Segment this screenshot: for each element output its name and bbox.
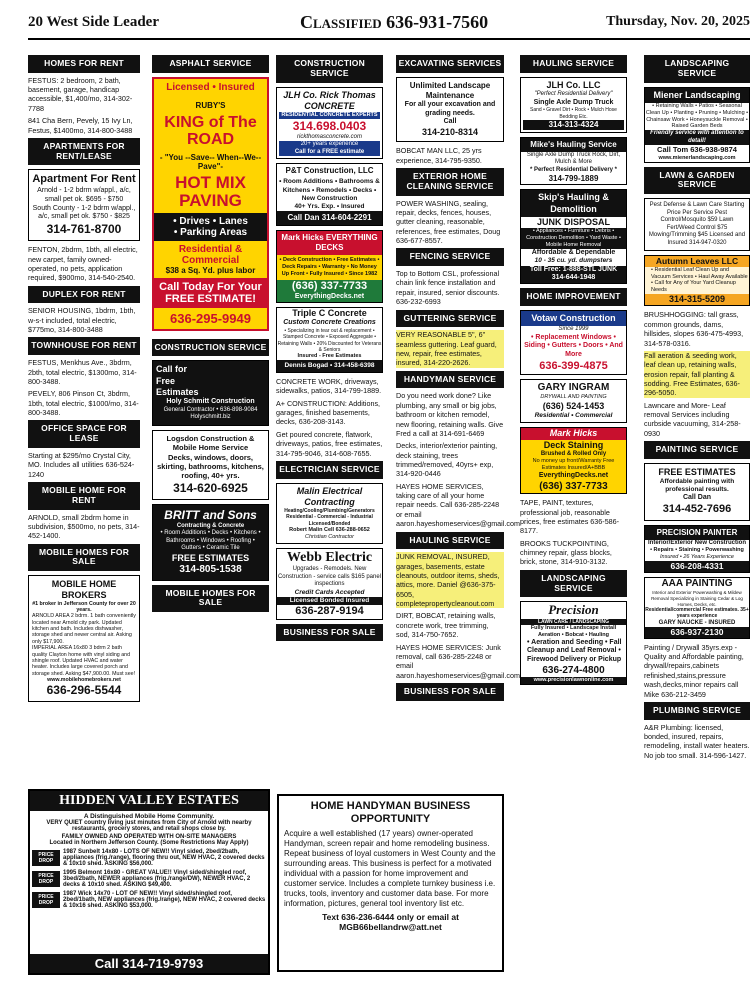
ad-precision-painter — [644, 525, 750, 573]
listing: Get poured concrete, flatwork, driveways, patios, free estimates, 314-795-9046, 314-608-7655. — [276, 429, 383, 458]
ad-title: HOME HANDYMAN BUSINESS OPPORTUNITY — [310, 800, 471, 826]
heading-office-space: OFFICE SPACE FOR LEASE — [28, 420, 140, 448]
ad-line: RESIDENTIAL CONCRETE EXPERTS — [279, 112, 380, 119]
ad-line: VERY QUIET country living just minutes from City of Arnold with nearby restaurants, grocery stores, and retail shops close by. — [46, 820, 252, 832]
ad-phone: 314-644-1948 — [521, 274, 626, 283]
listing: Do you need work done? Like plumbing, any small or big jobs, bathroom or kitchen remodel, new flooring, retaining walls. Give Fred a call at 314-691-6469 — [396, 391, 504, 438]
ad-title: AAA PAINTING — [661, 577, 733, 589]
ad-line: Friendly service with attention to detail! — [645, 130, 749, 145]
ad-line: 20+ years experience — [279, 141, 380, 149]
ad-line: • Room Additions • Bathrooms & Kitchens • Remodels • Decks • New Construction — [279, 178, 380, 202]
ad-line: Licensed • Insured — [166, 81, 255, 93]
ad-title: Malin Electrical Contracting — [296, 485, 363, 507]
heading-plumbing: PLUMBING SERVICE — [644, 702, 750, 720]
header-rule — [28, 38, 750, 40]
ad-phone: 636-208-4331 — [645, 561, 749, 572]
ad-web: EverythingDecks.net — [538, 472, 609, 480]
ad-line: Call Today For Your FREE ESTIMATE! — [154, 278, 267, 308]
ad-line: Located in Northern Jefferson County. (Some Restrictions May Apply) — [49, 840, 249, 846]
ad-line: Call — [443, 118, 457, 126]
ad-pt-construction — [276, 163, 383, 226]
ad-everything-decks — [276, 230, 383, 303]
ad-body: Acquire a well established (17 years) owner-operated Handyman, screen repair and home remodeling business. Repeat business of loyal customers in West County and the surrounding areas. This business is perfect for a motivated individual with a passion for home improvement and customer service. Includes a complete turnkey business i.e. trucks, tools, inventory and customer data base. For more information, pictures, general tool inventory list etc. — [284, 829, 496, 909]
ad-unlimited-landscape — [396, 77, 504, 143]
ad-line: $38 a Sq. Yd. plus labor — [165, 265, 256, 275]
ad-line: RUBY'S — [195, 100, 226, 110]
heading-asphalt: ASPHALT SERVICE — [152, 55, 269, 73]
heading-excavating: EXCAVATING SERVICES — [396, 55, 504, 73]
price-drop-tag: PRICE DROP — [32, 892, 60, 908]
ad-line: Contracting & Concrete — [176, 522, 245, 529]
heading-business-for-sale: BUSINESS FOR SALE — [396, 683, 504, 701]
ad-gary-ingram — [520, 379, 627, 424]
heading-homes-for-rent: HOMES FOR RENT — [28, 55, 140, 73]
ad-line: 40+ Yrs. Exp. • Insured — [294, 202, 365, 210]
ad-title: Precision — [548, 602, 599, 618]
ad-title: Autumn Leaves LLC — [655, 256, 739, 267]
ad-line: DRYWALL AND PAINTING — [540, 394, 607, 401]
ad-line: Affordable painting with professional results. — [659, 478, 735, 494]
ad-line: • Retaining Walls • Patios • Seasonal Clean Up • Planting • Pruning • Mulching • Chainsaw Work • Honeysuckle Removal • Raised Garden Beds — [645, 102, 749, 130]
ad-title: MOBILE HOME BROKERS — [51, 579, 117, 600]
heading-construction: CONSTRUCTION SERVICE — [152, 339, 269, 357]
ad-mikes-hauling — [520, 137, 627, 186]
ad-contact: Text 636-236-6444 only or email at MGB66bellandrw@att.net — [322, 912, 459, 933]
ad-line: Insured - Free Estimates — [297, 353, 362, 360]
ad-line: • Appliances • Furniture • Debris • Construction Demolition • Yard Waste • Mobile Home Removal — [521, 228, 626, 249]
listing: FESTUS: 2 bedroom, 2 bath, basement, garage, handicap accessible, $1,400/mo, 314-302-7788 — [28, 75, 133, 113]
ad-line: • Repairs • Staining • Powerwashing — [650, 547, 744, 554]
heading-townhouse: TOWNHOUSE FOR RENT — [28, 337, 140, 355]
ad-line: Sand • Gravel Dirt • Rock • Mulch Hose Bedding Etc. — [530, 107, 617, 120]
heading-duplex: DUPLEX FOR RENT — [28, 286, 140, 304]
heading-mobile-homes-sale: MOBILE HOMES FOR SALE — [28, 544, 140, 572]
ad-king-of-the-road — [152, 77, 269, 331]
heading-home-improvement: HOME IMPROVEMENT — [520, 288, 627, 306]
ad-phone: 314-315-5209 — [668, 294, 726, 305]
listing: Lawncare and More- Leaf removal Services including curbside vacuuming, 314-258-0930 — [644, 400, 741, 438]
ad-title: P&T Construction, LLC — [285, 166, 374, 176]
ad-phone: 314-620-6925 — [173, 480, 248, 495]
column-2 — [152, 52, 269, 615]
ad-title: Triple C Concrete — [292, 308, 367, 319]
listing: Starting at $295/mo Crystal City, MO. Includes all utilities 636-524-1240 — [28, 450, 135, 479]
listing: A&R Plumbing: licensed, bonded, insured, repairs, remodeling, install water heaters. No job too small. 314-596-1427. — [644, 722, 750, 760]
ad-line: Licensed Bonded Insured — [277, 597, 382, 605]
ad-mobile-home-brokers — [28, 575, 140, 701]
ad-hidden-valley-estates — [28, 789, 270, 975]
ad-line: Residential • Commercial — [534, 412, 613, 420]
listing: 1987 Wick 14x70 - LOT OF NEW!! Vinyl sided/shingled roof, 2bed/1bath, NEW appliances (frig./range), NEW HVAC, 2 covered decks & 10x16 shed. ASKING $53,000. — [63, 891, 266, 909]
ad-line: Residential & Commercial — [178, 243, 243, 266]
ad-title: HOT MIX PAVING — [175, 172, 246, 210]
ad-web: Holyschmitt.biz — [190, 414, 231, 421]
listing: FENTON, 2bdrm, 1bth, all electric, new carpet, family owned-operated, no pets, application required, $900mo, 314-540-2540. — [28, 245, 138, 283]
ad-title: BRITT and Sons — [164, 507, 257, 522]
listing: ARNOLD, small 2bdrm home in subdivision, $500mo, no pets, 314-452-1400. — [28, 512, 140, 541]
ad-logo: Mark Hicks — [521, 428, 626, 439]
ad-title: Webb Electric — [286, 549, 373, 565]
ad-phone: 314.698.0403 — [292, 118, 367, 133]
heading-electrician: ELECTRICIAN SERVICE — [276, 461, 383, 479]
heading-construction: CONSTRUCTION SERVICE — [276, 55, 383, 83]
ad-triple-c-concrete — [276, 307, 383, 373]
ad-phone: Call Dan 314-604-2291 — [277, 211, 382, 225]
ad-line: GARY NAUCKE - INSURED — [658, 619, 736, 626]
ad-phone: 314-452-7696 — [662, 503, 732, 516]
ad-malin-electrical — [276, 483, 383, 544]
ad-line: Heating/Cooling/Plumbing/Generators Residential - Commercial - Industrial Licensed/Bonded — [284, 508, 375, 527]
ad-line: Since 1999 — [558, 326, 589, 333]
ad-line: IMPERIAL AREA 16x80 3 bdrm 2 bath quality Clayton home with vinyl siding and shingle roof. Updated HVAC and water heater. Includes large covered porch and storage shed. Asking $47,900.00. Must see! — [32, 645, 136, 677]
ad-phone: (636) 524-1453 — [542, 400, 605, 411]
heading-guttering: GUTTERING SERVICE — [396, 310, 504, 328]
listing-highlighted: Fall aeration & seeding work, leaf clean up, retaining walls, erosion repair, fall planting & sodding. Free Estimates, 636-296-5050. — [644, 351, 750, 398]
ad-title: Logsdon Construction & Mobile Home Service — [166, 433, 255, 453]
ad-phone: Call 314-719-9793 — [30, 954, 268, 973]
ad-phone: 636-295-9949 — [170, 310, 251, 326]
ad-phone: 636-937-2130 — [645, 627, 749, 638]
column-6 — [644, 52, 750, 763]
ad-webb-electric — [276, 548, 383, 620]
ad-phone: 636-399-4875 — [539, 359, 608, 372]
ad-line: South County - 1-2 bdrm w/appl., a/c, small pet ok. $750 - $825 — [32, 204, 136, 221]
ad-skips-hauling — [520, 189, 627, 284]
page-number: 20 West Side Leader — [28, 14, 159, 30]
ad-phone: 314-805-1538 — [179, 564, 242, 576]
ad-web: EverythingDecks.net — [294, 293, 365, 301]
listing: Decks, interior/exterior painting, deck staining, trees trimmed/removed, 40yrs+ exp, 314-920-0446 — [396, 441, 498, 479]
heading-apartments: APARTMENTS FOR RENT/LEASE — [28, 138, 140, 166]
listing-highlighted: VERY REASONABLE 5", 6" seamless guttering. Leaf guard, new, repair, free estimates, insured, 314-220-2626. — [396, 330, 504, 367]
ad-title: KING of The ROAD — [164, 113, 257, 149]
listing: PEVELY, 806 Pinson Ct, 3bdrm, 1bth, total electric, $1000/mo, 314-800-3488. — [28, 389, 139, 418]
column-4 — [396, 52, 520, 704]
ad-title: Votaw Construction — [521, 311, 626, 326]
ad-phone: Robert Malin Cell 636-288-0652 — [289, 526, 370, 533]
column-1 — [28, 52, 140, 706]
ad-line: ARNOLD AREA 2 bdrm. 1 bath conveniently located near Arnold city park. Updated kitchen and bath. Includes dishwasher, storage shed and newer central air. Asking only $17,900. — [32, 613, 136, 645]
heading-mobile-homes-sale-2: MOBILE HOMES FOR SALE — [152, 585, 269, 613]
ad-line: Decks, windows, doors, skirting, bathrooms, kitchens, roofing, 40+ yrs. — [157, 452, 264, 481]
listing: BRUSHHOGGING: tall grass, common grounds, dams, hillsides, slopes 636-475-4993, 314-578-0316. — [644, 310, 744, 348]
section-title: Classified 636-931-7560 — [300, 12, 489, 32]
ad-line: Interior/Exterior New Construction — [647, 539, 746, 546]
ad-line: General Contractor • 636-898-9084 — [163, 406, 258, 413]
ad-line: LAWN CARE / LANDSCAPING — [521, 619, 626, 625]
ad-line: A Distinguished Mobile Home Community. — [83, 813, 215, 820]
ad-phone: 636-274-4800 — [542, 664, 605, 676]
listing: POWER WASHING, sealing, repair, decks, fences, houses, gutter cleaning, reasonable, references, free estimates, Doug 636-677-8557. — [396, 198, 501, 245]
listing: DIRT, BOBCAT, retaining walls, concrete work, tree trimming, sod, 314-750-7652. — [396, 611, 496, 640]
listing: CONCRETE WORK, driveways, sidewalks, patios, 314-799-1889. — [276, 377, 382, 396]
ad-phone: 314-313-4324 — [523, 120, 624, 130]
ad-line: • Room Additions • Decks • Kitchens • Bathrooms • Windows • Roofing • Gutters • Ceramic Tile — [160, 530, 261, 552]
heading-hauling: HAULING SERVICE — [396, 532, 504, 550]
ad-title: FREE ESTIMATES — [658, 466, 736, 477]
heading-painting: PAINTING SERVICE — [644, 441, 750, 459]
ad-line: Upgrades - Remodels. New Construction - service calls $165 panel inspections — [277, 566, 382, 588]
ad-line: Call for Free Estimates — [156, 364, 199, 397]
listing: TAPE, PAINT, textures, professional job, reasonable prices, free estimates 636-586-8177. — [520, 498, 620, 536]
ad-apartment — [28, 169, 140, 241]
listing: A+ CONSTRUCTION: Additions, garages, finished basements, decks, 636-208-3143. — [276, 398, 381, 427]
price-drop-tag: PRICE DROP — [32, 850, 60, 866]
ad-line: • Deck Construction • Free Estimates • Deck Repairs • Warranty • No Money Up Front • Fully Insured • Since 1982 — [277, 255, 382, 280]
ad-phone: 636-296-5544 — [46, 683, 122, 698]
ad-phone: 314-799-1889 — [548, 174, 599, 184]
listing: SENIOR HOUSING, 1bdrm, 1bth, w-s-t included, total electric, $775mo, 314-800-3488 — [28, 306, 136, 335]
listing: 841 Cha Bern, Pevely, 15 Ivy Ln, Festus, $1400mo, 314-800-3488 — [28, 116, 133, 135]
ad-logsdon — [152, 430, 269, 500]
ad-web: www.mobilehomebrokers.net — [47, 676, 121, 683]
listing-row — [32, 849, 266, 867]
ad-line: Residential/commercial Free estimates. 35+ years experience — [645, 607, 749, 620]
ad-line: • Residential Leaf Clean Up and Vacuum Services • Haul Away Available • Call for Any of Your Yard Cleanup Needs — [645, 267, 749, 295]
ad-pest-defense: Pest Defense & Lawn Care Starting Price Per Service Pest Control/Mosquito $59 Lawn Fert/Weed Control $75 Mowing/Trimming $45 Licensed and Insured 314-947-0320 — [644, 198, 750, 251]
ad-line: • Aeration and Seeding • Fall Cleanup and Leaf Removal • Firewood Delivery or Pickup — [527, 638, 622, 664]
ad-deck-staining — [520, 427, 627, 494]
ad-title: Miener Landscaping — [645, 88, 749, 103]
ad-line: Affordable & Dependable — [531, 248, 616, 256]
listing: Painting / Drywall 35yrs.exp - Quality and Affordable painting, drywall/repairs,cabinets refinished,stains,pressure wash,decks,minor repairs call Mike 636-212-3459 — [644, 642, 744, 699]
ad-title: Deck Staining — [543, 439, 604, 450]
ad-phone: Call Tom 636-938-9874 — [657, 145, 737, 155]
ad-precision-lawn — [520, 601, 627, 685]
ad-line: * Perfect Residential Delivery * — [529, 166, 618, 173]
ad-web: www.mienerlandscaping.com — [658, 154, 736, 161]
listing: BOBCAT MAN LLC, 25 yrs experience, 314-795-9350. — [396, 146, 482, 165]
ad-line: Arnold - 1-2 bdrm w/appl., a/c, small pet ok. $695 - $750 — [37, 187, 131, 203]
heading-landscaping: LANDSCAPING SERVICE — [520, 570, 627, 598]
ad-free-estimates-painting — [644, 463, 750, 521]
heading-lawn-garden: LAWN & GARDEN SERVICE — [644, 167, 750, 195]
heading-handyman: HANDYMAN SERVICE — [396, 371, 504, 389]
ad-line: Single Axle Dump Truck — [533, 98, 614, 106]
ad-title: GARY INGRAM — [537, 381, 610, 393]
ad-phone: (636) 337-7733 — [291, 279, 368, 292]
heading-hauling: HAULING SERVICE — [520, 55, 627, 73]
ad-title: Mark Hicks EVERYTHING DECKS — [277, 231, 382, 255]
ad-jlh-hauling — [520, 77, 627, 133]
ad-line: Call Dan — [682, 494, 711, 502]
heading-business-for-sale: BUSINESS FOR SALE — [276, 624, 383, 642]
column-5 — [520, 52, 627, 689]
listing: FESTUS, Menkhus Ave., 3bdrm, 2bth, total electric, $1300mo, 314-800-3488. — [28, 358, 137, 386]
ad-line: #1 broker in Jefferson County for over 20 years. — [32, 600, 136, 614]
ad-line: Insured • 26 Years Experience — [660, 554, 734, 561]
ad-title: JLH Co. Rick Thomas CONCRETE — [283, 89, 376, 111]
ad-web: rickthomasconcrete.com — [296, 133, 363, 140]
ad-web: www.precisionlawnonline.com — [521, 677, 626, 684]
issue-date: Thursday, Nov. 20, 2025 — [606, 14, 750, 29]
ad-line: No money up front/Warranty Free Estimates Insured/A+BBB — [532, 458, 615, 472]
ad-line: "Perfect Residential Delivery" — [534, 91, 613, 98]
ad-handyman-business — [277, 794, 504, 972]
listing: HAYES HOME SERVICES: Junk removal, call 636-285-2248 or email aaron.hayeshomeservices@gmail.com — [396, 642, 520, 680]
ad-phone: Dennis Bogad • 314-458-6398 — [277, 360, 382, 372]
ad-title: Holy Schmitt Construction — [166, 398, 255, 406]
listing: 1995 Belmont 16x80 - GREAT VALUE!! Vinyl sided/shingled roof, 3bed/2bath, NEWER appliances (frig./range/DW), NEWER HVAC, 2 decks & 10x10 shed. ASKING $49,400. — [63, 870, 251, 888]
ad-line: • Drives • Lanes — [173, 215, 248, 227]
ad-line: Credit Cards Accepted — [294, 588, 365, 596]
listing: Top to Bottom CSL, professional chain link fence installation and repair, insured, senior discounts. 636-232-6993 — [396, 269, 500, 307]
listing: BROOKS TUCKPOINTING, chimney repair, glass blocks, brick, stone, 314-910-3132. — [520, 538, 612, 567]
ad-line: Call for a FREE estimate — [279, 149, 380, 157]
ad-line: • Replacement Windows • Siding • Gutters • Doors • And More — [524, 333, 623, 359]
ad-line: Christian Contractor — [305, 533, 354, 540]
ad-rick-thomas-concrete — [276, 87, 383, 160]
heading-landscaping: LANDSCAPING SERVICE — [644, 55, 750, 83]
ad-title: JLH Co. LLC — [546, 79, 601, 90]
ad-holy-schmitt — [152, 360, 269, 426]
ad-line: Custom Concrete Creations — [283, 319, 376, 327]
ad-phone: 314-761-8700 — [46, 222, 122, 237]
listing-row — [32, 891, 266, 909]
ad-title: HIDDEN VALLEY ESTATES — [30, 791, 268, 811]
listing-row — [32, 870, 266, 888]
listing: 1987 Sunbelt 14x80 - LOTS OF NEW!! Vinyl sided, 2bed/2bath, appliances (frig./range), flooring thru out, NEW HVAC, 2 covered decks & 10x10 shed. ASKING $56,000. — [63, 849, 265, 867]
ad-line: JUNK DISPOSAL — [536, 216, 610, 227]
heading-fencing: FENCING SERVICE — [396, 248, 504, 266]
ad-title: Skip's Hauling & Demolition — [521, 190, 626, 217]
ad-line: • Parking Areas — [173, 226, 248, 238]
heading-mobile-home-rent: MOBILE HOME FOR RENT — [28, 482, 140, 510]
ad-title: Unlimited Landscape Maintenance — [409, 80, 491, 100]
ad-line: 10 - 35 cu. yd. dumpsters — [534, 257, 613, 265]
heading-exterior-cleaning: EXTERIOR HOME CLEANING SERVICE — [396, 168, 504, 196]
ad-phone: 636-287-9194 — [295, 604, 364, 617]
page-header — [0, 0, 756, 46]
ad-miener-landscaping — [644, 87, 750, 163]
ad-line: Toll Free: 1-888-STL JUNK — [521, 266, 626, 275]
ad-phone: 314-210-8314 — [421, 127, 479, 138]
ad-line: Single Axle Dump Truck Rock, Dirt, Mulch & More — [526, 151, 621, 166]
ad-line: For all your excavation and grading needs. — [404, 100, 496, 117]
ad-line: • Specializing in tear out & replacement • Stamped Concrete • Exposed Aggregate • Retaining Walls • 20% Discounted for Veterans & Seniors — [277, 328, 382, 353]
ad-line: - "You --Save-- When--We--Pave"- — [159, 152, 262, 171]
ad-line: Interior and Exterior Powerwashing & Mildew Removal Specializing in Staining Cedar & Log Homes, Decks, etc. — [651, 590, 743, 607]
column-3 — [276, 52, 383, 644]
ad-line: Brushed & Rolled Only — [540, 450, 607, 457]
ad-aaa-painting — [644, 577, 750, 639]
ad-title: Apartment For Rent — [32, 173, 136, 186]
ad-britt-and-sons — [152, 504, 269, 581]
ad-votaw-construction — [520, 310, 627, 375]
ad-line: FREE ESTIMATES — [171, 552, 250, 563]
ad-phone: (636) 337-7733 — [539, 480, 608, 492]
ad-line: FAMILY OWNED AND OPERATED WITH ON-SITE MANAGERS — [61, 834, 237, 840]
ad-title: Mike's Hauling Service — [521, 138, 626, 152]
ad-line: Fully Insured • Landscape Install Aeration • Bobcat • Hauling — [530, 624, 617, 638]
price-drop-tag: PRICE DROP — [32, 871, 60, 887]
listing: HAYES HOME SERVICES, taking care of all your home repair needs. Call 636-285-2248 or email aaron.hayeshomeservices@gmail.com — [396, 481, 520, 529]
listing-highlighted: JUNK REMOVAL, INSURED, garages, basements, estate cleanouts, outdoor items, sheds, attics, more. Daniel @636-375-6505, completepropertycleanout.com — [396, 552, 504, 608]
ad-title: PRECISION PAINTER — [645, 526, 749, 540]
ad-autumn-leaves — [644, 255, 750, 306]
